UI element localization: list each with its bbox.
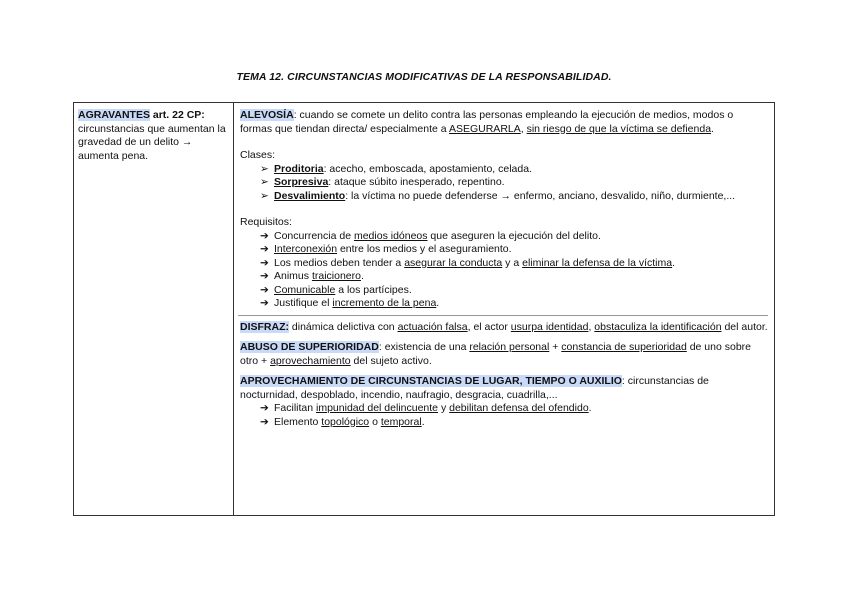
arrow-bullet-icon: ➔ [260,243,269,255]
requisitos-list [240,230,768,311]
right-column [234,103,774,515]
disfraz-heading: DISFRAZ: [240,320,289,333]
disfraz-paragraph: DISFRAZ: dinámica delictiva con actuación falsa, el actor usurpa identidad, obstaculiza la identificación del autor. [240,320,768,333]
list-item: ➔ Elemento topológico o temporal. [260,415,425,428]
arrow-bullet-icon: ➔ [260,415,269,428]
document-title: TEMA 12. CIRCUNSTANCIAS MODIFICATIVAS DE LA RESPONSABILIDAD. [236,71,612,83]
alevosia-heading: ALEVOSÍA [240,109,294,121]
arrow-bullet-icon: ➔ [260,256,269,269]
aprovechamiento-heading: APROVECHAMIENTO DE CIRCUNSTANCIAS DE LUGAR, TIEMPO O AUXILIO [240,375,622,387]
list-item: ➔ Facilitan impunidad del delincuente y debilitan defensa del ofendido. [260,402,592,414]
list-item: ➔ Comunicable a los partícipes. [260,283,412,296]
arrow-bullet-icon: ➔ [260,229,269,242]
list-item: ➔ Los medios deben tender a asegurar la conducta y a eliminar la defensa de la víctima. [260,256,676,269]
aprovechamiento-list [240,402,768,429]
arrowhead-bullet-icon: ➢ [260,189,269,202]
content-table [73,102,775,516]
agravantes-heading: AGRAVANTES [78,109,150,121]
abuso-paragraph: ABUSO DE SUPERIORIDAD: existencia de una relación personal + constancia de superioridad de uno sobre otro + aprovechamiento del sujeto activo. [240,341,751,367]
list-item: ➔ Animus traicionero. [260,270,364,282]
alevosia-paragraph: ALEVOSÍA: cuando se comete un delito contra las personas empleando la ejecución de medios, modos o formas que tiendan directa/ especialmente a ASEGURARLA, sin riesgo de que la víctima se defienda. [240,109,734,135]
arrowhead-bullet-icon: ➢ [260,162,269,175]
list-item: ➢ Desvalimiento: la víctima no puede defenderse → enfermo, anciano, desvalido, niño, durmiente,... [260,189,736,202]
list-item: ➢ Sorpresiva: ataque súbito inesperado, repentino. [260,176,505,188]
list-item: ➢ Proditoria: acecho, emboscada, apostamiento, celada. [260,162,532,175]
agravantes-article: art. 22 CP: [149,109,205,121]
arrow-bullet-icon: ➔ [260,270,269,282]
clases-list [240,163,768,204]
requisitos-label: Requisitos: [240,216,292,228]
clases-label: Clases: [240,149,276,161]
aprovechamiento-paragraph: APROVECHAMIENTO DE CIRCUNSTANCIAS DE LUGAR, TIEMPO O AUXILIO: circunstancias de nocturnidad, despoblado, incendio, naufragio, desgracia, cuadrilla,... [240,375,709,401]
agravantes-text: circunstancias que aumentan la gravedad de un delito → aumenta pena. [78,122,226,162]
section-divider [238,315,768,316]
abuso-heading: ABUSO DE SUPERIORIDAD [240,341,379,353]
arrow-bullet-icon: ➔ [260,297,269,309]
arrowhead-bullet-icon: ➢ [260,176,269,188]
list-item: ➔ Justifique el incremento de la pena. [260,297,440,309]
arrow-bullet-icon: ➔ [260,402,269,414]
agravantes-cell [78,109,229,163]
arrow-bullet-icon: ➔ [260,283,269,296]
list-item: ➔ Interconexión entre los medios y el aseguramiento. [260,243,512,255]
left-column [74,103,234,515]
list-item: ➔ Concurrencia de medios idóneos que aseguren la ejecución del delito. [260,229,601,242]
